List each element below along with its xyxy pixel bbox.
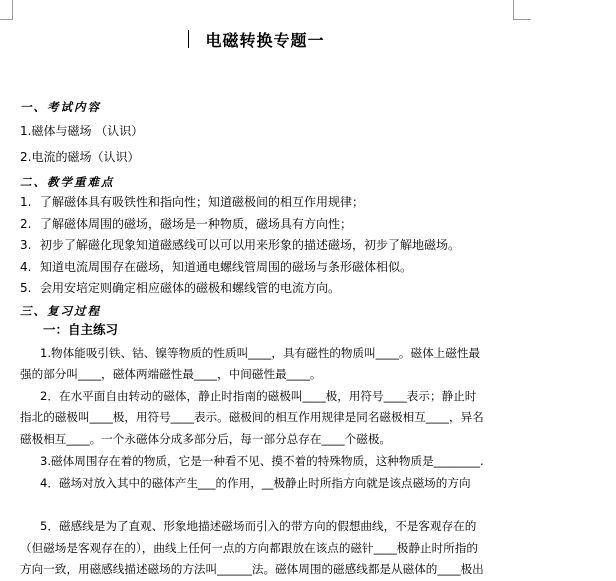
item-number: 4. [20,260,32,274]
section-heading-exam: 一、考试内容 [20,100,101,114]
crop-mark-top-right [513,19,531,20]
crop-mark-top-right [513,0,514,20]
exercise-line: 方向一致，用磁感线描述磁场的方法叫______法。磁体周围的磁感线都是从磁体的____极出 [20,562,484,576]
section-heading-key-points: 二、教学重难点 [20,175,115,189]
section-heading-review: 三、复习过程 [20,304,101,318]
item-text: 知道电流周围存在磁场，知道通电螺线管周围的磁场与条形磁体相似。 [40,260,413,274]
item-number: 2. [20,217,32,231]
exercise-line: 4．磁场对放入其中的磁体产生___的作用，__极静止时所指方向就是该点磁场的方向 [40,476,471,490]
exercise-line: 指北的磁极叫____极，用符号____表示。磁极间的相互作用规律是同名磁极相互____，异名 [20,410,484,424]
exercise-line: 磁极相互____。一个永磁体分成多部分后，每一部分总存在____个磁极。 [20,432,392,446]
item-text: 初步了解磁化现象知道磁感线可以可以用来形象的描述磁场，初步了解地磁场。 [40,238,461,252]
item-number: 1. [20,195,32,209]
key-point-item [20,216,352,232]
exercise-line: 1.物体能吸引铁、钴、镍等物质的性质叫____，具有磁性的物质叫____。磁体上磁性最 [40,346,481,360]
exam-item: 1.磁体与磁场 （认识） [20,124,144,138]
exercise-line: 2．在水平面自由转动的磁体，静止时指南的磁极叫____极，用符号____表示；静止时 [40,389,477,403]
key-point-item [20,237,460,253]
item-number: 5. [20,281,32,295]
item-number: 3. [20,238,32,252]
crop-mark-top-left [0,19,13,20]
subsection-heading: 一：自主练习 [43,322,119,337]
item-text: 了解磁体周围的磁场，磁场是一种物质，磁场具有方向性； [40,217,353,231]
exercise-line: （但磁场是客观存在的），曲线上任何一点的方向都跟放在该点的磁针____极静止时所指的 [20,541,478,555]
exercise-line: 强的部分叫____，磁体两端磁性最____，中间磁性最____。 [20,367,322,381]
item-text: 会用安培定则确定相应磁体的磁极和螺线管的电流方向。 [40,281,341,295]
crop-mark-top-left [12,0,13,20]
key-point-item [20,259,412,275]
item-text: 了解磁体具有吸铁性和指向性；知道磁极间的相互作用规律； [40,195,365,209]
exam-item: 2.电流的磁场（认识） [20,150,140,164]
document-title: 电磁转换专题一 [205,31,325,50]
exercise-line: 3.磁体周围存在着的物质，它是一种看不见、摸不着的特殊物质，这种物质是________. [40,454,484,468]
key-point-item [20,280,340,296]
exercise-line: 5．磁感线是为了直观、形象地描述磁场而引入的带方向的假想曲线，不是客观存在的 [40,519,477,533]
key-point-item [20,194,364,210]
